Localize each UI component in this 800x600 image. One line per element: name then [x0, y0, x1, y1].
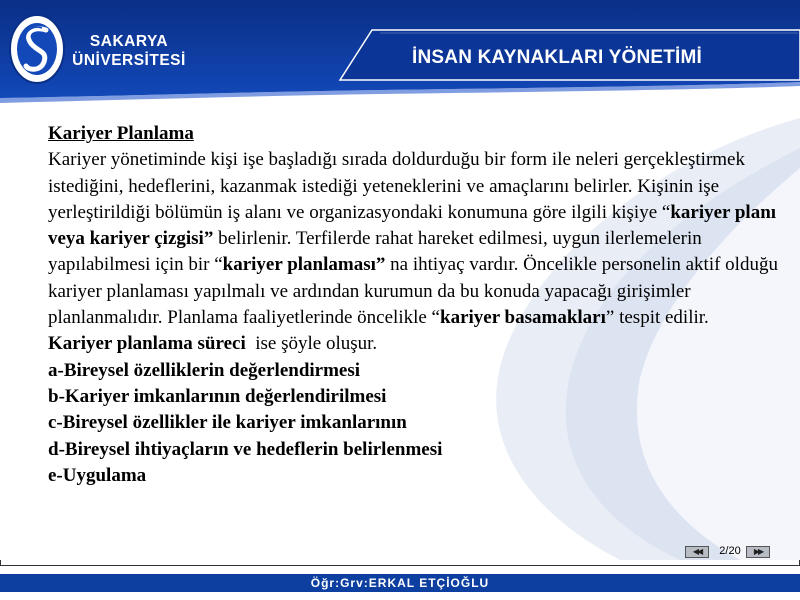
- paragraph-bold-career-plan: kariyer planı veya kariyer çizgisi”: [48, 201, 777, 250]
- next-slide-button[interactable]: ▶▶: [746, 546, 770, 558]
- paragraph-text: Kariyer yönetiminde kişi işe başladığı sırada doldurduğu bir form ile neleri gerçekleştirmek istediğini, hedeflerini, kazanmak istediği yeteneklerini ve amaçlarını belirler. Kişinin işe yerleştirildiği bölümün iş alanı ve organizasyondaki konumuna göre ilgili kişiye “: [48, 149, 745, 223]
- paragraph-text: ” tespit edilir.: [605, 307, 709, 329]
- previous-slide-button[interactable]: ◀◀: [685, 546, 709, 558]
- instructor-name: Öğr:Grv:ERKAL ETÇİOĞLU: [310, 576, 490, 590]
- list-item: b-Kariyer imkanlarının değerlendirilmesi: [48, 385, 387, 407]
- university-logo: [8, 12, 66, 86]
- footer-divider: [0, 560, 800, 566]
- list-item: d-Bireysel ihtiyaçların ve hedeflerin belirlenmesi: [48, 438, 443, 460]
- paragraph-text: na ihtiyaç vardır. Öncelikle personelin aktif olduğu kariyer planlaması yapılmalı ve ardından kurumun da bu konuda yapacağı girişimler planlanmalıdır. Planlama faaliyetlerinde öncelikle “: [48, 254, 778, 329]
- course-title: İNSAN KAYNAKLARI YÖNETİMİ: [412, 47, 703, 68]
- paragraph-bold-career-steps: kariyer basamakları: [440, 307, 606, 329]
- university-name-line2: ÜNİVERSİTESİ: [72, 52, 186, 69]
- page-indicator: 2/20: [719, 545, 741, 557]
- list-item: c-Bireysel özellikler ile kariyer imkanlarının: [48, 412, 407, 434]
- paragraph-bold-career-planning: kariyer planlaması”: [222, 254, 386, 276]
- process-intro-text: ise şöyle oluşur.: [245, 333, 378, 355]
- slide-content: [48, 121, 783, 489]
- university-name: [68, 32, 190, 70]
- content-paragraph: [48, 147, 783, 331]
- process-intro-bold: Kariyer planlama süreci: [48, 333, 246, 355]
- list-item: e-Uygulama: [48, 464, 147, 486]
- footer-bar: [0, 574, 800, 592]
- paragraph-text: belirlenir. Terfilerde rahat hareket edilmesi, uygun ilerlemelerin yapılabilmesi için bir “: [48, 228, 702, 276]
- list-item: a-Bireysel özelliklerin değerlendirmesi: [48, 359, 361, 381]
- slide-header: [0, 0, 800, 108]
- university-name-line1: SAKARYA: [89, 33, 169, 50]
- content-heading: Kariyer Planlama: [48, 123, 194, 144]
- process-intro: [48, 331, 783, 357]
